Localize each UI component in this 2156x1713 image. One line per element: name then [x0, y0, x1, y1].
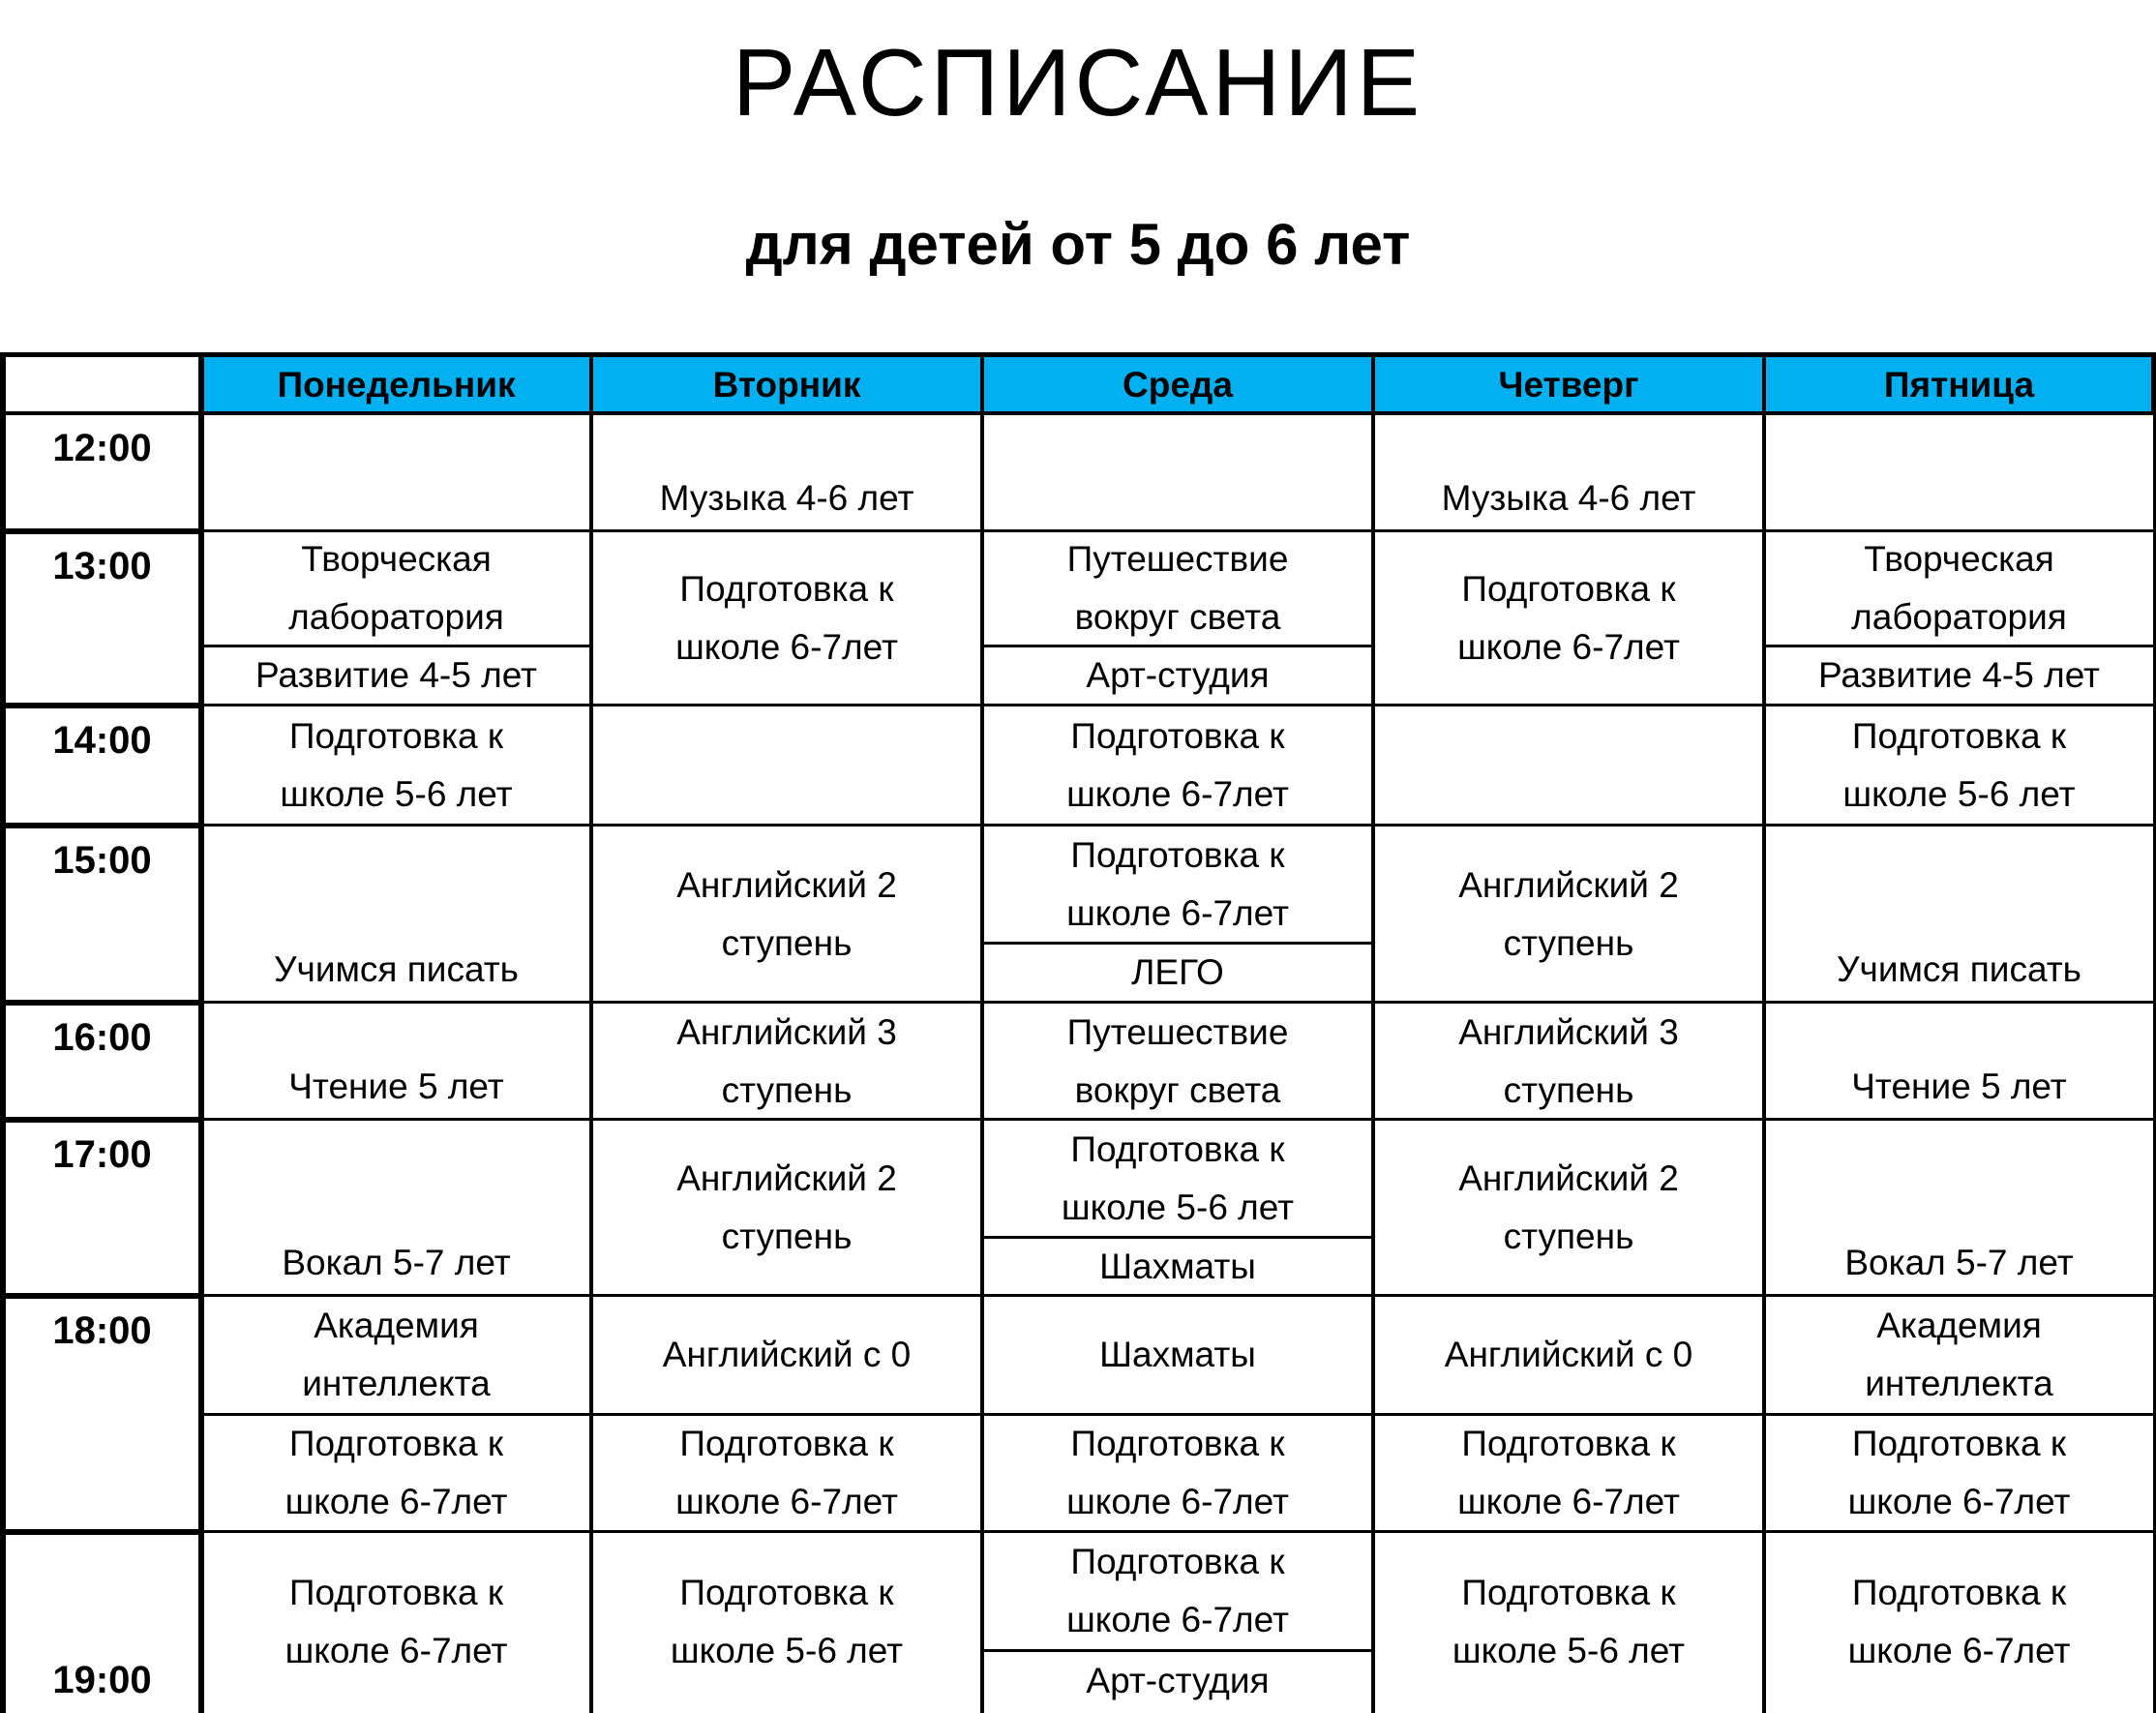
lesson-cell — [1373, 1296, 1764, 1414]
lesson-cell — [591, 706, 982, 826]
time-slot — [3, 1003, 201, 1120]
lesson-cell-text: Английский 2 ступень — [1458, 1158, 1679, 1256]
lesson-cell-text: Английский с 0 — [1444, 1335, 1693, 1374]
corner-cell — [3, 356, 201, 413]
lesson-cell — [982, 826, 1373, 943]
table-border — [0, 1118, 2156, 1121]
lesson-cell-text: Чтение 5 лет — [1851, 1067, 2067, 1106]
lesson-cell-text: Подготовка к школе 6-7лет — [1847, 1572, 2071, 1670]
time-slot — [3, 413, 201, 531]
lesson-cell — [201, 646, 591, 706]
lesson-cell — [201, 826, 591, 1003]
lesson-cell — [201, 1003, 591, 1120]
lesson-cell — [591, 531, 982, 706]
lesson-cell-text: Путешествие вокруг света — [1066, 1011, 1289, 1110]
table-border — [0, 352, 2156, 357]
table-border — [0, 529, 2156, 532]
lesson-cell-text: Академия интеллекта — [1865, 1306, 2053, 1403]
table-border — [1371, 352, 1375, 1713]
table-border — [198, 352, 204, 1713]
time-slot-text: 17:00 — [52, 1133, 152, 1176]
lesson-cell-text: Творческая лаборатория — [1851, 539, 2067, 637]
table-border — [0, 528, 201, 534]
lesson-cell — [982, 1650, 1373, 1711]
time-slot-text: 19:00 — [52, 1659, 152, 1701]
lesson-cell-text: Развитие 4-5 лет — [1817, 655, 2100, 695]
table-border — [0, 1001, 2156, 1004]
lesson-cell — [1764, 1003, 2154, 1120]
table-border — [0, 824, 2156, 826]
lesson-cell-text: Английский 3 ступень — [1458, 1011, 1679, 1110]
lesson-cell-text: Подготовка к школе 6-7лет — [1457, 1424, 1680, 1521]
table-border — [982, 645, 1373, 647]
day-header-4-text: Четверг — [1498, 364, 1639, 405]
lesson-cell-text: Подготовка к школе 6-7лет — [1066, 1424, 1289, 1521]
lesson-cell — [1764, 1414, 2154, 1532]
lesson-cell — [1373, 1532, 1764, 1711]
lesson-cell — [982, 1414, 1373, 1532]
lesson-cell — [1764, 706, 2154, 826]
lesson-cell-text: Подготовка к школе 5-6 лет — [670, 1572, 904, 1670]
time-slot-text: 15:00 — [52, 839, 152, 882]
day-header-2-text: Вторник — [712, 364, 861, 405]
lesson-cell — [982, 531, 1373, 646]
lesson-cell-text: Подготовка к школе 6-7лет — [1457, 569, 1680, 667]
lesson-cell-text: Музыка 4-6 лет — [1441, 478, 1696, 518]
table-border — [0, 703, 201, 708]
table-border — [0, 352, 6, 1713]
time-slot — [3, 826, 201, 1003]
lesson-cell-text: Путешествие вокруг света — [1066, 539, 1289, 637]
table-border — [589, 352, 593, 1713]
lesson-cell — [1373, 826, 1764, 1003]
lesson-cell — [1764, 1120, 2154, 1296]
lesson-cell — [982, 1120, 1373, 1237]
lesson-cell — [201, 1414, 591, 1532]
time-slot-text: 12:00 — [52, 427, 152, 469]
lesson-cell-text: Подготовка к школе 6-7лет — [675, 1424, 898, 1521]
day-header-3 — [982, 356, 1373, 413]
table-border — [2151, 352, 2156, 414]
page-title: РАСПИСАНИЕ — [732, 29, 1424, 135]
lesson-cell-text: Арт-студия — [1086, 1660, 1270, 1700]
lesson-cell — [982, 1237, 1373, 1296]
lesson-cell-text: ЛЕГО — [1131, 952, 1224, 992]
day-header-1-text: Понедельник — [277, 364, 516, 405]
lesson-cell — [1373, 1120, 1764, 1296]
lesson-cell — [591, 413, 982, 531]
lesson-cell — [201, 1120, 591, 1296]
lesson-cell — [591, 1120, 982, 1296]
lesson-cell-text: Развитие 4-5 лет — [255, 655, 537, 695]
lesson-cell-text: Английский 2 ступень — [676, 1158, 897, 1256]
lesson-cell — [201, 1532, 591, 1711]
lesson-cell — [1764, 1532, 2154, 1711]
lesson-cell-text: Подготовка к школе 5-6 лет — [1061, 1128, 1295, 1227]
lesson-cell — [591, 1414, 982, 1532]
lesson-cell — [201, 531, 591, 646]
lesson-cell — [1764, 413, 2154, 531]
day-header-4 — [1373, 356, 1764, 413]
lesson-cell — [1373, 706, 1764, 826]
lesson-cell-text: Английский 2 ступень — [676, 864, 897, 963]
lesson-cell-text: Учимся писать — [1837, 949, 2081, 989]
table-border — [0, 1000, 201, 1006]
lesson-cell — [201, 1296, 591, 1414]
day-header-5-text: Пятница — [1883, 364, 2035, 405]
lesson-cell-text: Подготовка к школе 6-7лет — [284, 1572, 508, 1670]
table-border — [0, 1530, 2156, 1533]
table-border — [1764, 1413, 2154, 1416]
time-slot — [3, 706, 201, 826]
lesson-cell-text: Подготовка к школе 5-6 лет — [1842, 716, 2076, 814]
lesson-cell — [982, 1296, 1373, 1414]
lesson-cell — [1373, 1414, 1764, 1532]
lesson-cell-text: Вокал 5-7 лет — [282, 1243, 511, 1282]
lesson-cell-text: Подготовка к школе 5-6 лет — [280, 716, 513, 814]
time-slot-text: 13:00 — [52, 545, 152, 587]
lesson-cell — [1373, 1003, 1764, 1120]
lesson-cell-text: Вокал 5-7 лет — [1844, 1243, 2074, 1282]
table-border — [0, 823, 201, 828]
table-border — [0, 1117, 201, 1123]
lesson-cell — [591, 1532, 982, 1711]
page-subtitle: для детей от 5 до 6 лет — [745, 212, 1411, 277]
table-border — [1762, 352, 1766, 1713]
lesson-cell-text: Подготовка к школе 6-7лет — [1847, 1424, 2071, 1521]
table-border — [591, 1413, 982, 1416]
table-border — [1373, 1413, 1764, 1416]
day-header-3-text: Среда — [1123, 364, 1233, 405]
lesson-cell — [201, 413, 591, 531]
table-border — [982, 1413, 1373, 1416]
lesson-cell-text: Арт-студия — [1086, 655, 1270, 695]
lesson-cell-text: Подготовка к школе 6-7лет — [675, 569, 898, 667]
day-header-5 — [1764, 356, 2154, 413]
lesson-cell-text: Академия интеллекта — [302, 1306, 491, 1403]
day-header-2 — [591, 356, 982, 413]
day-header-1 — [201, 356, 591, 413]
lesson-cell — [591, 826, 982, 1003]
lesson-cell — [982, 413, 1373, 531]
lesson-cell — [982, 1532, 1373, 1650]
time-slot-text: 18:00 — [52, 1309, 152, 1352]
lesson-cell — [1373, 413, 1764, 531]
lesson-cell-text: Подготовка к школе 6-7лет — [1066, 716, 1289, 814]
lesson-cell — [201, 706, 591, 826]
lesson-cell-text: Подготовка к школе 6-7лет — [284, 1424, 508, 1521]
table-border — [201, 645, 591, 647]
table-border — [0, 1294, 2156, 1297]
lesson-cell — [1764, 1296, 2154, 1414]
table-border — [201, 1413, 591, 1416]
lesson-cell-text: Подготовка к школе 5-6 лет — [1452, 1572, 1686, 1670]
lesson-cell-text: Учимся писать — [274, 949, 519, 989]
lesson-cell-text: Английский с 0 — [662, 1335, 912, 1374]
lesson-cell — [591, 1296, 982, 1414]
lesson-cell-text: Шахматы — [1099, 1335, 1256, 1374]
lesson-cell — [1373, 531, 1764, 706]
lesson-cell-text: Английский 2 ступень — [1458, 864, 1679, 963]
table-border — [0, 411, 2156, 415]
table-border — [0, 704, 2156, 706]
time-slot — [3, 1120, 201, 1296]
table-border — [1764, 645, 2154, 647]
lesson-cell — [982, 706, 1373, 826]
lesson-cell — [1764, 826, 2154, 1003]
table-border — [982, 1649, 1373, 1652]
lesson-cell-text: Шахматы — [1099, 1246, 1256, 1286]
table-border — [982, 942, 1373, 945]
lesson-cell — [982, 943, 1373, 1003]
table-border — [0, 1529, 201, 1535]
table-border — [980, 352, 984, 1713]
lesson-cell-text: Подготовка к школе 6-7лет — [1066, 834, 1289, 933]
time-slot — [3, 1296, 201, 1532]
time-slot — [3, 531, 201, 706]
lesson-cell — [591, 1003, 982, 1120]
time-slot — [3, 1532, 201, 1711]
lesson-cell — [1764, 531, 2154, 646]
lesson-cell-text: Подготовка к школе 6-7лет — [1066, 1542, 1289, 1639]
table-border — [0, 1293, 201, 1299]
lesson-cell-text: Английский 3 ступень — [676, 1011, 897, 1110]
lesson-cell — [982, 1003, 1373, 1120]
lesson-cell-text: Чтение 5 лет — [288, 1067, 504, 1106]
time-slot-text: 14:00 — [52, 719, 152, 762]
lesson-cell — [1764, 646, 2154, 706]
lesson-cell-text: Музыка 4-6 лет — [659, 478, 914, 518]
time-slot-text: 16:00 — [52, 1016, 152, 1059]
table-border — [982, 1236, 1373, 1239]
lesson-cell-text: Творческая лаборатория — [288, 539, 504, 637]
lesson-cell — [982, 646, 1373, 706]
